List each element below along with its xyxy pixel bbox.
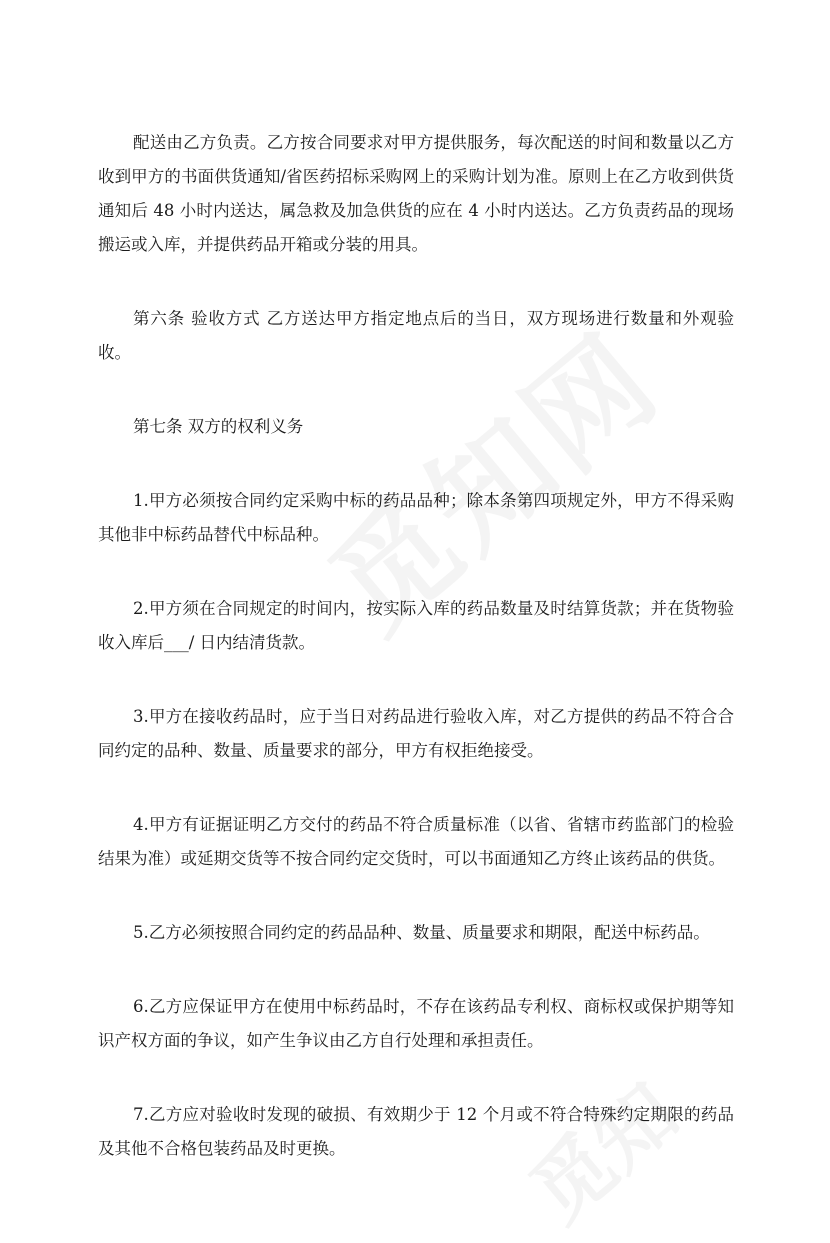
paragraph-article-6: 第六条 验收方式 乙方送达甲方指定地点后的当日，双方现场进行数量和外观验收。 — [98, 309, 734, 362]
paragraph-item-2: 2.甲方须在合同规定的时间内，按实际入库的药品数量及时结算货款；并在货物验收入库后___/ 日内结清货款。 — [98, 599, 734, 652]
paragraph-item-5: 5.乙方必须按照合同约定的药品品种、数量、质量要求和期限，配送中标药品。 — [133, 923, 710, 942]
paragraph-item-6: 6.乙方应保证甲方在使用中标药品时，不存在该药品专利权、商标权或保护期等知识产权方面的争议，如产生争议由乙方自行处理和承担责任。 — [98, 997, 734, 1050]
paragraph-delivery: 配送由乙方负责。乙方按合同要求对甲方提供服务，每次配送的时间和数量以乙方收到甲方的书面供货通知/省医药招标采购网上的采购计划为准。原则上在乙方收到供货通知后 48 小时内送达，属急救及加急供货的应在 4 小时内送达。乙方负责药品的现场搬运或入库，并提供药品开箱或分装的用具。 — [98, 133, 734, 254]
paragraph-item-7: 7.乙方应对验收时发现的破损、有效期少于 12 个月或不符合特殊约定期限的药品及其他不合格包装药品及时更换。 — [98, 1105, 734, 1158]
document-body — [98, 126, 734, 1166]
paragraph-item-1: 1.甲方必须按合同约定采购中标的药品品种；除本条第四项规定外，甲方不得采购其他非中标药品替代中标品种。 — [98, 491, 734, 544]
heading-article-7: 第七条 双方的权利义务 — [133, 417, 304, 436]
paragraph-item-3: 3.甲方在接收药品时，应于当日对药品进行验收入库，对乙方提供的药品不符合合同约定的品种、数量、质量要求的部分，甲方有权拒绝接受。 — [98, 707, 734, 760]
paragraph-item-4: 4.甲方有证据证明乙方交付的药品不符合质量标准（以省、省辖市药监部门的检验结果为准）或延期交货等不按合同约定交货时，可以书面通知乙方终止该药品的供货。 — [98, 815, 734, 868]
